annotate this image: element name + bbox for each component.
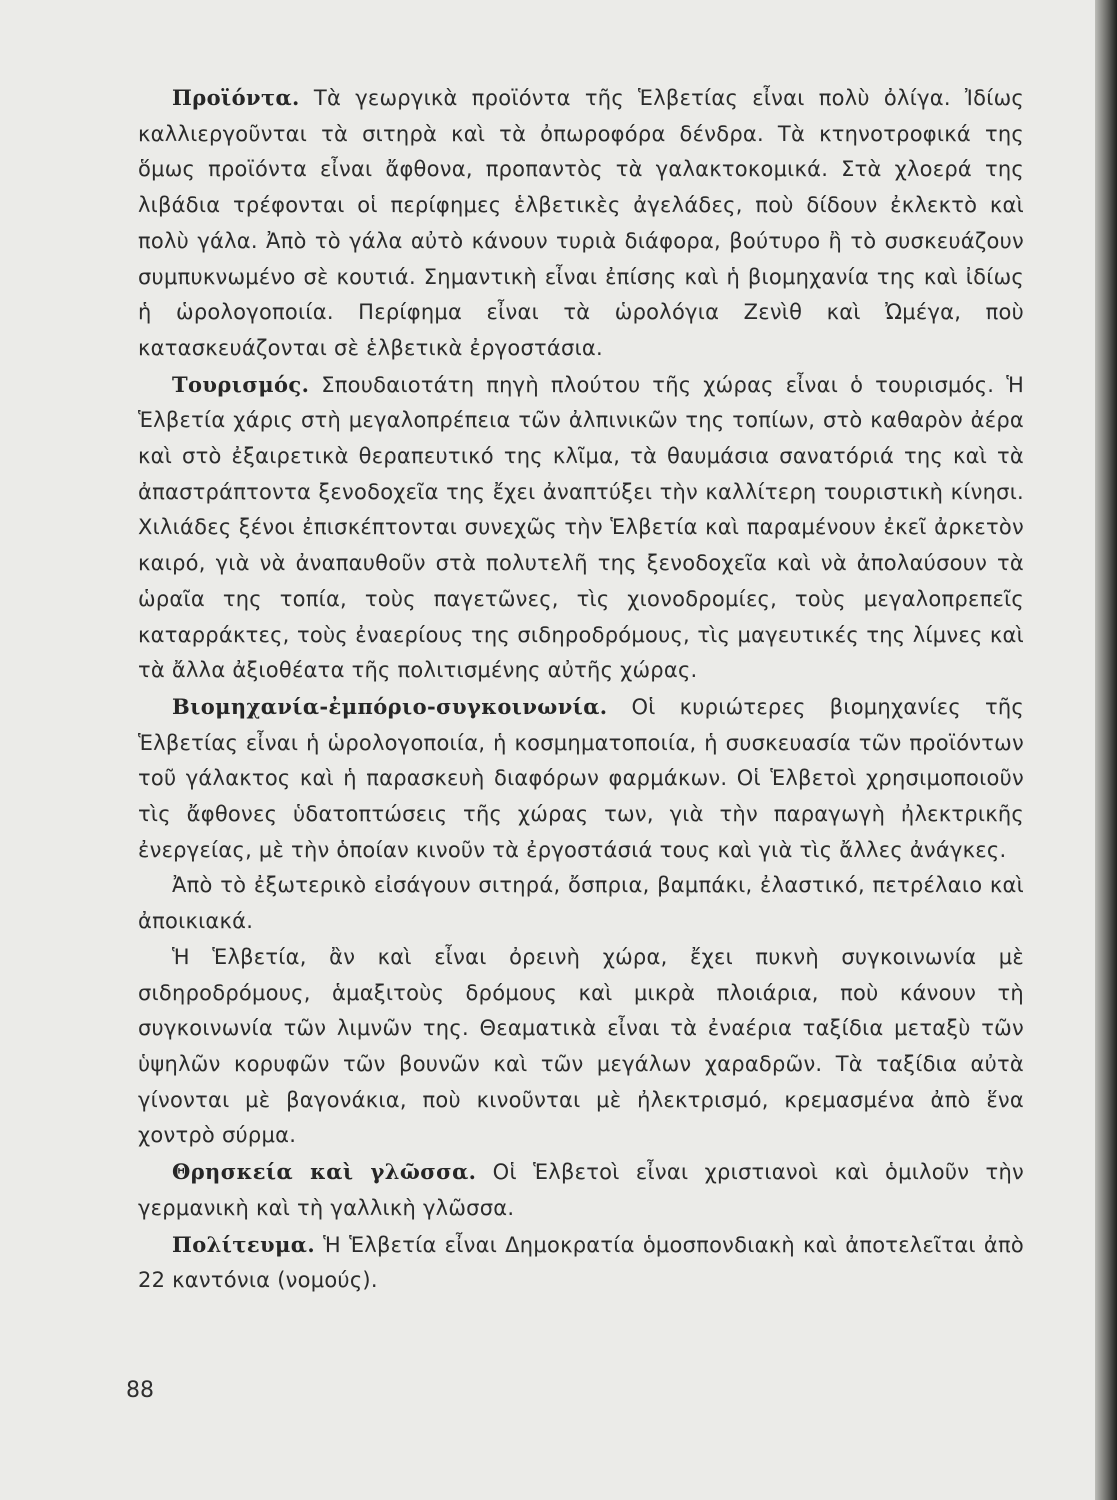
paragraph-transport bbox=[138, 940, 1024, 1154]
paragraph-religion bbox=[138, 1154, 1024, 1226]
paragraph-text: Ἡ Ἑλβετία εἶναι Δημοκρατία ὁμοσπονδιακὴ καὶ ἀποτελεῖται ἀπὸ 22 καντόνια (νομούς). bbox=[138, 1232, 1024, 1293]
page-text bbox=[138, 80, 1024, 1299]
section-heading-tourism: Τουρισμός. bbox=[172, 371, 310, 397]
page-number: 88 bbox=[126, 1378, 154, 1403]
paragraph-text: Οἱ Ἑλβετοὶ εἶναι χριστιανοὶ καὶ ὁμιλοῦν τὴν γερμανικὴ καὶ τὴ γαλλικὴ γλῶσσα. bbox=[138, 1160, 1024, 1220]
paragraph-text: Ἡ Ἑλβετία, ἂν καὶ εἶναι ὀρεινὴ χώρα, ἔχει πυκνὴ συγκοινωνία μὲ σιδηροδρόμους, ἁμαξιτοὺς δρόμους καὶ μικρὰ πλοιάρια, ποὺ κάνουν τὴ συγκοινωνία τῶν λιμνῶν της. Θεαματικὰ εἶναι τὰ ἐναέρια ταξίδια μεταξὺ τῶν ὑψηλῶν κορυφῶν τῶν βουνῶν καὶ τῶν μεγάλων χαραδρῶν. Τὰ ταξίδια αὐτὰ γίνονται μὲ βαγονάκια, ποὺ κινοῦνται μὲ ἠλεκτρισμό, κρεμασμένα ἀπὸ ἕνα χοντρὸ σύρμα. bbox=[138, 944, 1024, 1148]
section-heading-religion: Θρησκεία καὶ γλῶσσα. bbox=[172, 1159, 477, 1185]
paragraph-text: Τὰ γεωργικὰ προϊόντα τῆς Ἑλβετίας εἶναι πολὺ ὀλίγα. Ἰδίως καλλιεργοῦνται τὰ σιτηρὰ καὶ τὰ ὀπωροφόρα δένδρα. Τὰ κτηνοτροφικά της ὅμως προϊόντα εἶναι ἄφθονα, προπαντὸς τὰ γαλακτοκομικά. Στὰ χλοερά της λιβάδια τρέφονται οἱ περίφημες ἑλβετικὲς ἀγελάδες, ποὺ δίδουν ἐκλεκτὸ καὶ πολὺ γάλα. Ἀπὸ τὸ γάλα αὐτὸ κάνουν τυριὰ διάφορα, βούτυρο ἢ τὸ συσκευάζουν συμπυκνωμένο σὲ κουτιά. Σημαντικὴ εἶναι ἐπίσης καὶ ἡ βιομηχανία της καὶ ἰδίως ἡ ὡρολογοποιία. Περίφημα εἶναι τὰ ὡρολόγια Ζενὶθ καὶ Ὠμέγα, ποὺ κατασκευάζονται σὲ ἑλβετικὰ ἐργοστάσια. bbox=[138, 86, 1024, 360]
section-heading-government: Πολίτευμα. bbox=[172, 1231, 316, 1257]
section-heading-products: Προϊόντα. bbox=[172, 85, 300, 110]
paragraph-text: Ἀπὸ τὸ ἐξωτερικὸ εἰσάγουν σιτηρά, ὄσπρια, βαμπάκι, ἐλαστικό, πετρέλαιο καὶ ἀποικιακά. bbox=[138, 873, 1024, 934]
paragraph-products bbox=[138, 80, 1024, 367]
paragraph-text: Οἱ κυριώτερες βιομηχανίες τῆς Ἑλβετίας εἶναι ἡ ὡρολογοποιία, ἡ κοσμηματοποιία, ἡ συσκευασία τῶν προϊόντων τοῦ γάλακτος καὶ ἡ παρασκευὴ διαφόρων φαρμάκων. Οἱ Ἑλβετοὶ χρησιμοποιοῦν τὶς ἄφθονες ὑδατοπτώσεις τῆς χώρας των, γιὰ τὴν παραγωγὴ ἠλεκτρικῆς ἐνεργείας, μὲ τὴν ὁποίαν κινοῦν τὰ ἐργοστάσιά τους καὶ γιὰ τὶς ἄλλες ἀνάγκες. bbox=[138, 694, 1024, 862]
section-heading-industry: Βιομηχανία-ἐμπόριο-συγκοινωνία. bbox=[172, 693, 608, 719]
paragraph-imports bbox=[138, 868, 1024, 939]
page-edge-shadow bbox=[1095, 0, 1117, 1500]
paragraph-government bbox=[138, 1227, 1024, 1299]
paragraph-text: Σπουδαιοτάτη πηγὴ πλούτου τῆς χώρας εἶναι ὁ τουρισμός. Ἡ Ἑλβετία χάρις στὴ μεγαλοπρέπεια τῶν ἀλπινικῶν της τοπίων, στὸ καθαρὸν ἀέρα καὶ στὸ ἐξαιρετικὰ θεραπευτικό της κλῖμα, τὰ θαυμάσια σανατόριά της καὶ τὰ ἀπαστράπτοντα ξενοδοχεῖα της ἔχει ἀναπτύξει τὴν καλλίτερη τουριστικὴ κίνησι. Χιλιάδες ξένοι ἐπισκέπτονται συνεχῶς τὴν Ἑλβετία καὶ παραμένουν ἐκεῖ ἀρκετὸν καιρό, γιὰ νὰ ἀναπαυθοῦν στὰ πολυτελῆ της ξενοδοχεῖα καὶ νὰ ἀπολαύσουν τὰ ὡραῖα της τοπία, τοὺς παγετῶνες, τὶς χιονοδρομίες, τοὺς μεγαλοπρεπεῖς καταρράκτες, τοὺς ἐναερίους της σιδηροδρόμους, τὶς μαγευτικές της λίμνες καὶ τὰ ἄλλα ἀξιοθέατα τῆς πολιτισμένης αὐτῆς χώρας. bbox=[138, 372, 1024, 683]
paragraph-tourism bbox=[138, 367, 1024, 689]
paragraph-industry bbox=[138, 689, 1024, 869]
